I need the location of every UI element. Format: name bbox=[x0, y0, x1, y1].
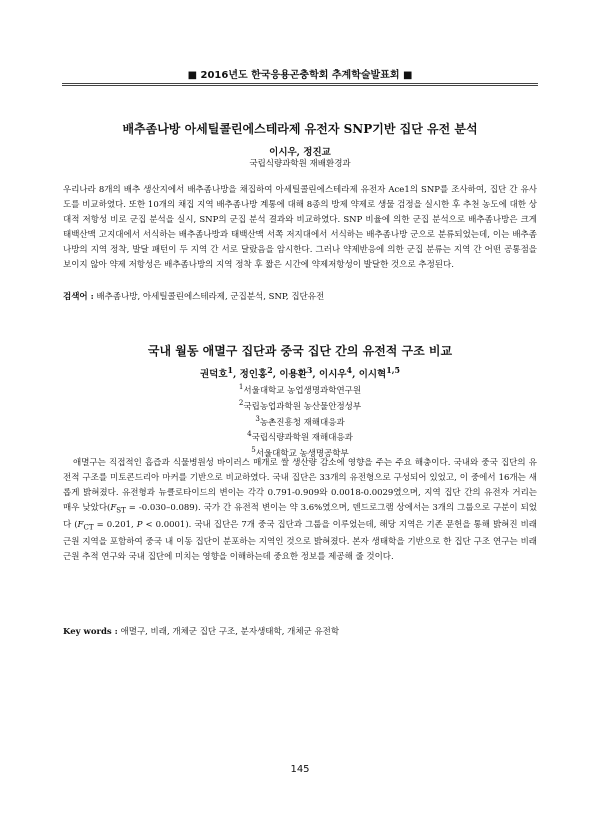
article-1-keywords-text: 배추좀나방, 아세틸콜린에스테라제, 군집분석, SNP, 집단유전 bbox=[96, 292, 325, 302]
article-2-abstract: 애멸구는 직접적인 흡즙과 식물병원성 바이러스 매개로 쌀 생산량 감소에 영향을 주는 주요 해충이다. 국내와 중국 집단의 유전적 구조를 미토콘드리아 마커를 기반으로 비교하였다. 국내 집단은 33개의 유전형으로 구성되어 있었고, 이 중에서 16개는 새롭게 밝혀졌다. 유전형과 뉴클로타이드의 변이는 각각 0.791-0.909와 0.0018-0.0029였으며, 지역 집단 간의 유전자 거리는 매우 낮았다$(F_{ST} = -0.030-0.089)$. 국가 간 유전적 변이는 약 3.6%였으며, 덴드로그램 상에서는 3개의 그룹으로 구분이 되었다 ($F_{CT} = 0.201$, P < 0.0001). 국내 집단은 7개 중국 집단과 그룹을 이루었는데, 해당 지역은 기존 문헌을 통해 밝혀진 비래 근원 지역을 포함하여 중국 내 이동 집단이 분포하는 지역인 것으로 밝혀졌다. 본자 생태학을 기반으로 한 집단 구조 연구는 비래 근원 추적 연구와 국내 집단에 미치는 영향을 이해하는데 중요한 정보를 제공해 줄 것이다. bbox=[63, 458, 538, 562]
article-2-keywords bbox=[63, 626, 537, 639]
article-1-affiliation: 국립식량과학원 재배환경과 bbox=[249, 159, 351, 169]
author-sup: 4 bbox=[346, 366, 353, 375]
running-header: ■ 2016년도 한국응용곤충학회 추계학술발표회 ■ bbox=[187, 70, 413, 81]
header-rule bbox=[62, 83, 538, 86]
affiliation-line: $^4$국립식량과학원 재해대응과 bbox=[247, 429, 353, 444]
author-name: 권덕호 bbox=[200, 369, 228, 381]
author-name: 이용환 bbox=[279, 369, 307, 381]
article-1-keywords bbox=[63, 291, 537, 304]
author-sup: 2 bbox=[267, 366, 273, 375]
affiliation-line: $^2$국립농업과학원 농산물안정성부 bbox=[238, 397, 362, 412]
author-sup: 3 bbox=[306, 366, 313, 375]
article-1-keywords-label: 검색어 : bbox=[63, 292, 94, 302]
article-2-keywords-text: 애멸구, 비래, 개체군 집단 구조, 분자생태학, 개체군 유전학 bbox=[120, 627, 340, 637]
article-1-abstract: 우리나라 8개의 배추 생산지에서 배추좀나방을 채집하여 아세틸콜린에스테라제 유전자 Ace1의 SNP를 조사하여, 집단 간 유사도를 비교하였다. 또한 10개의 채집 지역 배추좀나방 계통에 대해 8종의 방제 약제로 생물 검정을 실시한 후 추천 농도에 대한 상대적 저항성 비로 군집 분석을 실시, SNP의 군집 분석 결과와 비교하였다. SNP 비율에 의한 군집 분석으로 배추좀나방은 크게 태백산맥 고지대에서 서식하는 배추좀나방과 태백산맥 서쪽 저지대에서 서식하는 배추좀나방 군으로 분류되었는데, 이는 배추좀나방의 지역 정착, 발달 패턴이 두 지역 간 서로 달랐음을 암시한다. 그러나 약제반응에 의한 군집 분류는 지역 간 어떤 공통점을 보이지 않아 약제 저항성은 배추좀나방의 지역 정착 후 짧은 시간에 약제저항성이 발달한 것으로 추정된다. bbox=[63, 185, 537, 271]
affiliation-line: $^1$서울대학교 농업생명과학연구원 bbox=[238, 382, 362, 396]
article-2-keywords-label: Key words : bbox=[63, 627, 118, 637]
author-sup: 1,5 bbox=[386, 366, 400, 375]
author-name: 이시우 bbox=[319, 369, 347, 381]
article-1-authors: 이시우, 정진교 bbox=[269, 147, 331, 158]
author-name: 이시혁 bbox=[358, 369, 387, 381]
article-2-affiliations bbox=[0, 381, 600, 460]
page-number: 145 bbox=[290, 764, 310, 775]
author-sup: 1 bbox=[227, 366, 234, 375]
article-1-title: 배추좀나방 아세틸콜린에스테라제 유전자 SNP기반 집단 유전 분석 bbox=[122, 122, 478, 136]
article-2-authors: 권덕호$^1$, 정인홍$^2$, 이용환$^3$, 이시우$^4$, 이시혁$^{1,5}$ bbox=[200, 366, 400, 381]
author-name: 정인홍 bbox=[239, 369, 268, 381]
affiliation-line: $^5$서울대학교 농생명공학부 bbox=[251, 445, 349, 460]
affiliation-line: $^3$농촌진흥청 재해대응과 bbox=[255, 413, 345, 428]
article-2-title: 국내 월동 애멸구 집단과 중국 집단 간의 유전적 구조 비교 bbox=[147, 344, 453, 358]
